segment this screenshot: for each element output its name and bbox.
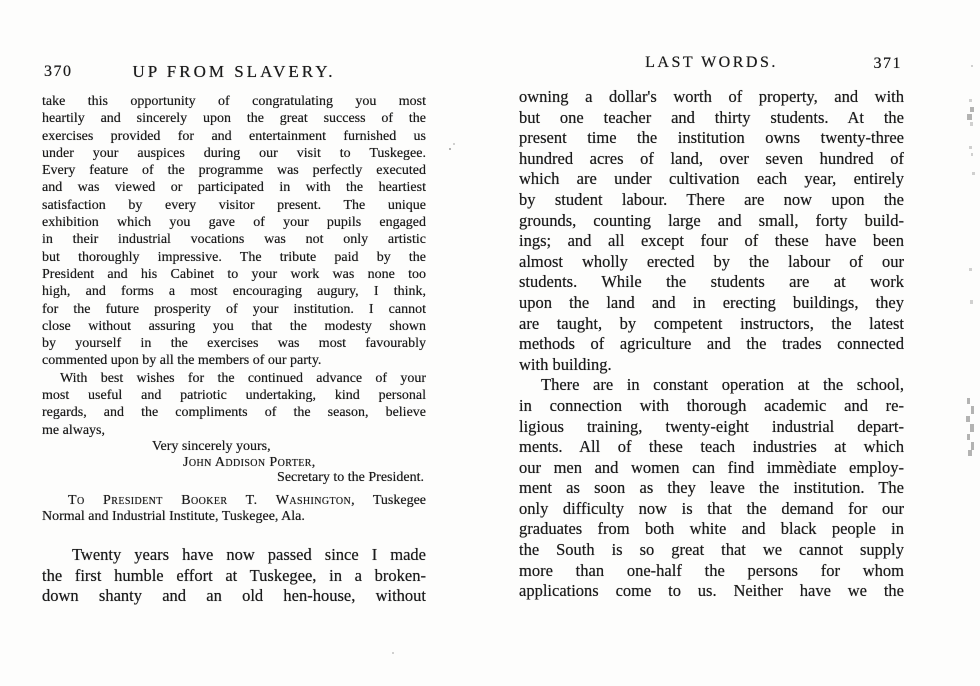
- scan-speck: [970, 122, 973, 126]
- scan-speck: [971, 442, 974, 450]
- scan-speck: [972, 172, 975, 175]
- text-line: methods of agriculture and the trades connected: [519, 334, 904, 354]
- scan-speck: [970, 424, 974, 432]
- text-line: applications come to us. Neither have we the: [519, 581, 904, 601]
- addressee-line2: Normal and Industrial Institute, Tuskegee, Ala.: [42, 509, 305, 524]
- text-line: but thoroughly impressive. The tribute paid by the: [42, 249, 426, 265]
- text-line: heartily and sincerely upon the great success of the: [42, 111, 426, 127]
- scan-speck: [453, 143, 455, 145]
- text-line: more than one-half the persons for whom: [519, 560, 904, 580]
- text-line: ment as soon as they leave the institution. The: [519, 478, 904, 498]
- letter-closing: Very sincerely yours,: [152, 439, 271, 454]
- letter-body: [42, 93, 426, 439]
- scan-speck: [968, 450, 972, 456]
- text-line: President and his Cabinet to your work was none too: [42, 266, 426, 282]
- text-line: the first humble effort at Tuskegee, in a broken-: [42, 565, 426, 585]
- text-line: owning a dollar's worth of property, and with: [519, 87, 904, 106]
- text-line: Every feature of the programme was perfectly executed: [42, 163, 426, 179]
- addressee-name: To President Booker T. Washington,: [68, 493, 355, 508]
- left-page-header: [42, 62, 426, 84]
- text-line: ings; and all except four of these have been: [519, 231, 904, 251]
- text-line: by yourself in the exercises was most favourably: [42, 336, 426, 352]
- text-line: exhibition which you gave of your pupils engaged: [42, 215, 426, 231]
- text-line: regards, and the compliments of the season, believe: [42, 405, 426, 421]
- text-line: ments. All of these teach industries at which: [519, 437, 904, 457]
- right-page-header: [519, 54, 904, 76]
- text-line: down shanty and an old hen-house, without: [42, 586, 426, 606]
- text-line: the South is so great that we cannot supply: [519, 540, 904, 560]
- text-line: and was viewed or participated in with the heartiest: [42, 180, 426, 196]
- text-line: ligious training, twenty-eight industrial depart-: [519, 416, 904, 436]
- text-line: satisfaction by every visitor present. The unique: [42, 197, 426, 213]
- text-line: by student labour. There are now upon the: [519, 189, 904, 209]
- right-running-title: LAST WORDS.: [645, 54, 778, 71]
- text-line: With best wishes for the continued advance of your: [60, 370, 426, 386]
- right-page-number: 371: [873, 55, 902, 72]
- scan-speck: [967, 434, 970, 440]
- text-line: most useful and patriotic undertaking, kind personal: [42, 388, 426, 404]
- left-body-paragraph: [42, 545, 426, 607]
- text-line: almost wholly erected by the labour of our: [519, 251, 904, 271]
- left-running-title: UP FROM SLAVERY.: [132, 62, 336, 81]
- scan-speck: [970, 107, 974, 112]
- text-line: for the future prosperity of your institution. I cannot: [42, 301, 426, 317]
- text-line: our men and women can find immèdiate employ-: [519, 457, 904, 477]
- text-line: are taught, by competent instructors, the latest: [519, 313, 904, 333]
- right-page-body: [519, 87, 904, 602]
- text-line: Twenty years have now passed since I made: [72, 545, 426, 564]
- text-line: only difficulty now is that the demand for our: [519, 498, 904, 518]
- scan-speck: [392, 652, 394, 654]
- scan-speck: [969, 146, 972, 149]
- scan-speck: [971, 65, 973, 67]
- text-line: There are in constant operation at the school,: [541, 375, 904, 395]
- signer-title: Secretary to the President.: [277, 470, 424, 485]
- text-line: with building.: [519, 354, 612, 374]
- scan-speck: [967, 398, 970, 404]
- scan-speck: [970, 300, 973, 304]
- text-line: hundred acres of land, over seven hundred of: [519, 148, 904, 168]
- left-page-number: 370: [44, 63, 73, 80]
- scan-speck: [967, 114, 972, 120]
- scan-speck: [966, 416, 970, 422]
- text-line: under your auspices during our visit to Tuskegee.: [42, 145, 426, 161]
- text-line: present time the institution owns twenty-three: [519, 128, 904, 148]
- text-line: me always,: [42, 422, 105, 438]
- letter-addressee: [42, 492, 426, 509]
- scan-speck: [969, 99, 972, 102]
- text-line: commented upon by all the members of our party.: [42, 353, 322, 369]
- text-line: which are under cultivation each year, entirely: [519, 169, 904, 189]
- text-line: grounds, counting large and small, forty build-: [519, 210, 904, 230]
- scan-speck: [449, 148, 451, 150]
- text-line: high, and forms a most encouraging augury, I think,: [42, 284, 426, 300]
- text-line: upon the land and in erecting buildings, they: [519, 292, 904, 312]
- text-line: exercises provided for and entertainment furnished us: [42, 128, 426, 144]
- text-line: close without assuring you that the modesty shown: [42, 318, 426, 334]
- text-line: in connection with thorough academic and re-: [519, 395, 904, 415]
- text-line: take this opportunity of congratulating you most: [42, 94, 426, 109]
- scan-speck: [971, 406, 974, 414]
- scan-speck: [971, 153, 973, 156]
- addressee-place: Tuskegee: [372, 493, 426, 508]
- text-line: graduates from both white and black people in: [519, 519, 904, 539]
- scan-speck: [969, 268, 972, 271]
- text-line: but one teacher and thirty students. At the: [519, 107, 904, 127]
- text-line: students. While the students are at work: [519, 272, 904, 292]
- letter-signature: John Addison Porter,: [183, 455, 316, 470]
- text-line: in their industrial vocations was not only artistic: [42, 232, 426, 248]
